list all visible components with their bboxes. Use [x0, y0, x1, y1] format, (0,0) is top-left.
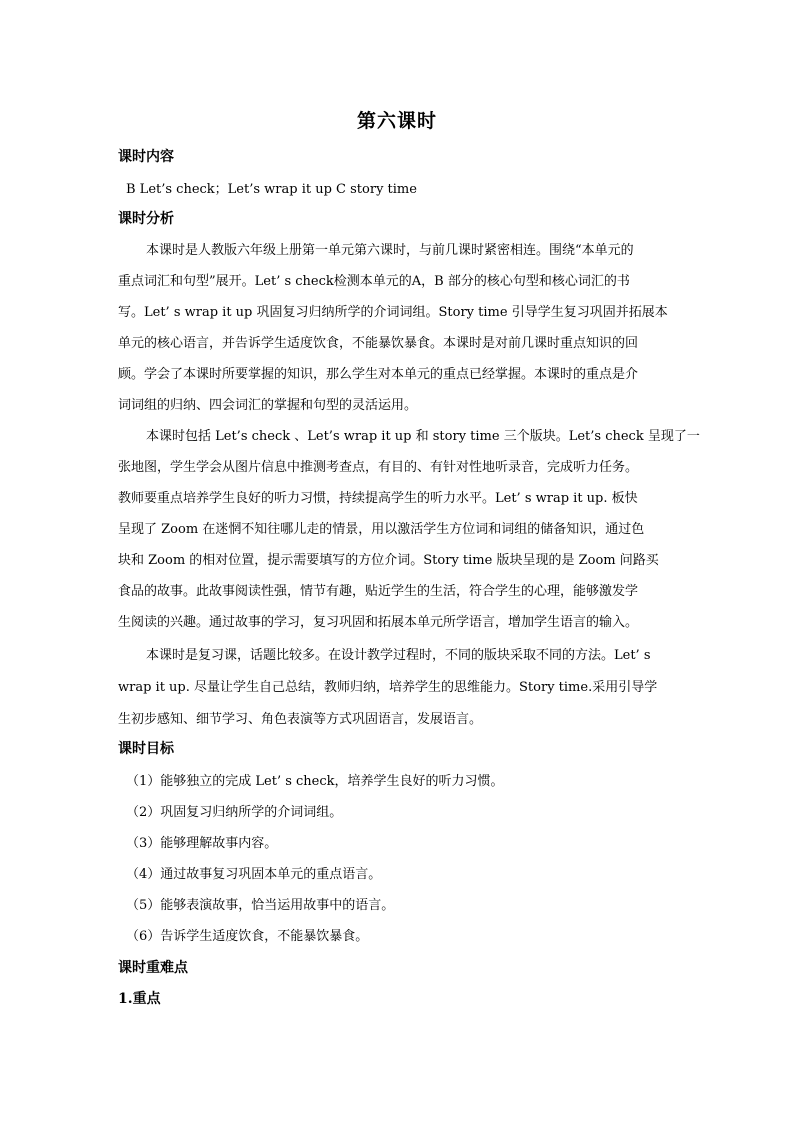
analysis-p3-line: wrap it up. 尽量让学生自己总结，教师归纳，培养学生的思维能力。Story time.采用引导学 [118, 680, 658, 695]
analysis-p1-line: 本课时是人教版六年级上册第一单元第六课时，与前几课时紧密相连。围绕“本单元的 [146, 243, 634, 258]
analysis-p1-line: 写。Let’ s wrap it up 巩固复习归纳所学的介词词组。Story time 引导学生复习巩固并拓展本 [118, 305, 668, 320]
analysis-p2-line: 呈现了 Zoom 在迷惘不知往哪儿走的情景，用以激活学生方位词和词组的储备知识，通过色 [118, 522, 645, 537]
objective-item: （6）告诉学生适度饮食，不能暴饮暴食。 [126, 929, 369, 944]
analysis-p2-line: 生阅读的兴趣。通过故事的学习，复习巩固和拓展本单元所学语言，增加学生语言的输入。 [118, 615, 639, 630]
page-title: 第六课时 [356, 110, 437, 132]
analysis-p1-line: 单元的核心语言，并告诉学生适度饮食，不能暴饮暴食。本课时是对前几课时重点知识的回 [118, 336, 639, 351]
content-text: B Let’s check；Let’s wrap it up C story time [126, 182, 417, 197]
analysis-p2-line: 块和 Zoom 的相对位置，提示需要填写的方位介词。Story time 版块呈现的是 Zoom 问路买 [118, 553, 659, 568]
analysis-p1-line: 词词组的归纳、四会词汇的掌握和句型的灵活运用。 [118, 398, 418, 413]
objective-item: （3）能够理解故事内容。 [126, 836, 278, 851]
objective-item: （1）能够独立的完成 Let’ s check，培养学生良好的听力习惯。 [126, 774, 504, 789]
analysis-p1-line: 顾。学会了本课时所要掌握的知识，那么学生对本单元的重点已经掌握。本课时的重点是介 [118, 367, 639, 382]
analysis-p2-line: 食品的故事。此故事阅读性强，情节有趣，贴近学生的生活，符合学生的心理，能够激发学 [118, 584, 639, 599]
analysis-p2-line: 教师要重点培养学生良好的听力习惯，持续提高学生的听力水平。Let’ s wrap it up. 板快 [118, 491, 638, 506]
objective-item: （5）能够表演故事，恰当运用故事中的语言。 [126, 898, 395, 913]
section-heading-difficulty: 课时重难点 [118, 960, 188, 976]
objective-item: （4）通过故事复习巩固本单元的重点语言。 [126, 867, 382, 882]
subheading-focus: 1.重点 [118, 991, 161, 1007]
section-heading-objectives: 课时目标 [118, 741, 174, 757]
analysis-p3-line: 本课时是复习课，话题比较多。在设计教学过程时，不同的版块采取不同的方法。Let’ s [146, 648, 651, 663]
objective-item: （2）巩固复习归纳所学的介词词组。 [126, 805, 343, 820]
section-heading-analysis: 课时分析 [118, 211, 174, 227]
section-heading-content: 课时内容 [118, 149, 174, 165]
analysis-p1-line: 重点词汇和句型”展开。Let’ s check检测本单元的A，B 部分的核心句型和核心词汇的书 [118, 274, 630, 289]
analysis-p3-line: 生初步感知、细节学习、角色表演等方式巩固语言，发展语言。 [118, 712, 483, 727]
analysis-p2-line: 张地图，学生学会从图片信息中推测考查点，有目的、有针对性地听录音，完成听力任务。 [118, 460, 639, 475]
analysis-p2-line: 本课时包括 Let’s check 、Let’s wrap it up 和 story time 三个版块。Let’s check 呈现了一 [146, 429, 700, 444]
